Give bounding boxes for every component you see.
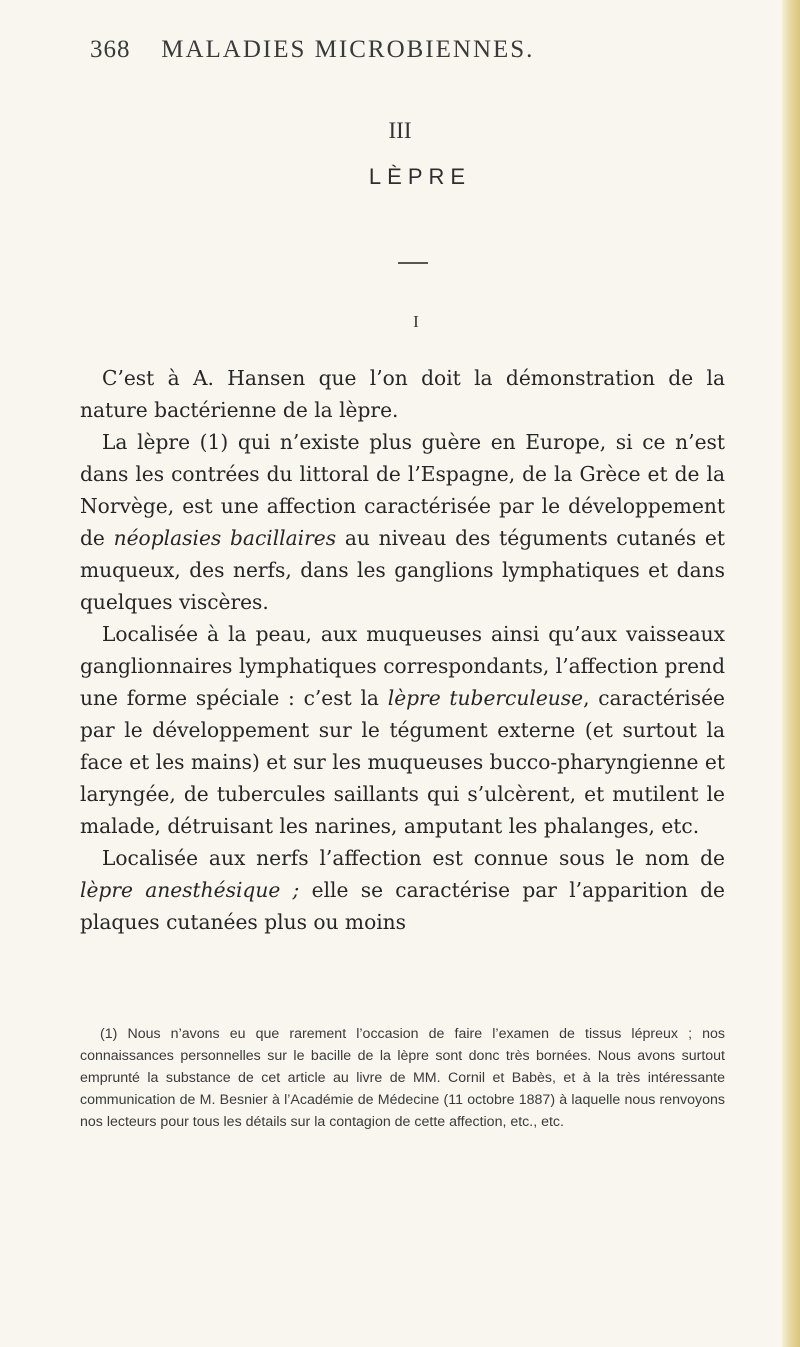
italic-term: néoplasies bacillaires	[113, 526, 337, 550]
body-text	[80, 362, 725, 938]
chapter-title: LÈPRE	[368, 164, 472, 189]
paragraph	[80, 426, 725, 618]
paragraph	[80, 618, 725, 842]
text-run: Localisée à la peau, aux muqueuses ainsi qu’aux vaisseaux ganglionnaires lymphatiques correspondants, l’affection prend une forme spéciale : c’est la	[80, 622, 725, 710]
page-edge	[782, 0, 800, 1347]
paragraph	[80, 842, 725, 938]
section-number: I	[413, 312, 419, 331]
text-run: , caractérisée par le développement sur le tégument externe (et surtout la face et les mains) et sur les muqueuses bucco-pharyngienne et laryngée, de tubercules saillants qui s’ulcèrent, et mutilent le malade, détruisant les narines, amputant les phalanges, etc.	[80, 686, 726, 838]
running-title: MALADIES MICROBIENNES.	[161, 36, 535, 63]
footnote: (1) Nous n’avons eu que rarement l’occasion de faire l’examen de tissus lépreux ; nos connaissances personnelles sur le bacille de la lèpre sont donc très bornées. Nous avons surtout emprunté la substance de cet article au livre de MM. Cornil et Babès, et à la très intéressante communication de M. Besnier à l’Académie de Médecine (11 octobre 1887) à laquelle nous renvoyons nos lecteurs pour tous les détails sur la contagion de cette affection, etc., etc.	[80, 1026, 725, 1130]
paragraph	[80, 362, 725, 426]
section-rule	[398, 262, 428, 264]
text-run: Localisée aux nerfs l’affection est connue sous le nom de	[102, 846, 725, 870]
running-head	[90, 36, 650, 64]
italic-term: lèpre tuberculeuse	[387, 686, 584, 710]
chapter-number: III	[388, 118, 412, 143]
page-number: 368	[90, 36, 131, 63]
italic-term: lèpre anesthésique ;	[80, 878, 300, 902]
text-run: au niveau des téguments cutanés et muqueux, des nerfs, dans les ganglions lymphatiques et dans quelques viscères.	[80, 526, 725, 614]
text-run: elle se caractérise par l’apparition de plaques cutanées plus ou moins	[80, 878, 725, 934]
text-run: C’est à A. Hansen que l’on doit la démonstration de la nature bactérienne de la lèpre.	[80, 366, 725, 422]
text-run: La lèpre (1) qui n’existe plus guère en Europe, si ce n’est dans les contrées du littoral de l’Espagne, de la Grèce et de la Norvège, est une affection caractérisée par le développement de	[80, 430, 725, 550]
